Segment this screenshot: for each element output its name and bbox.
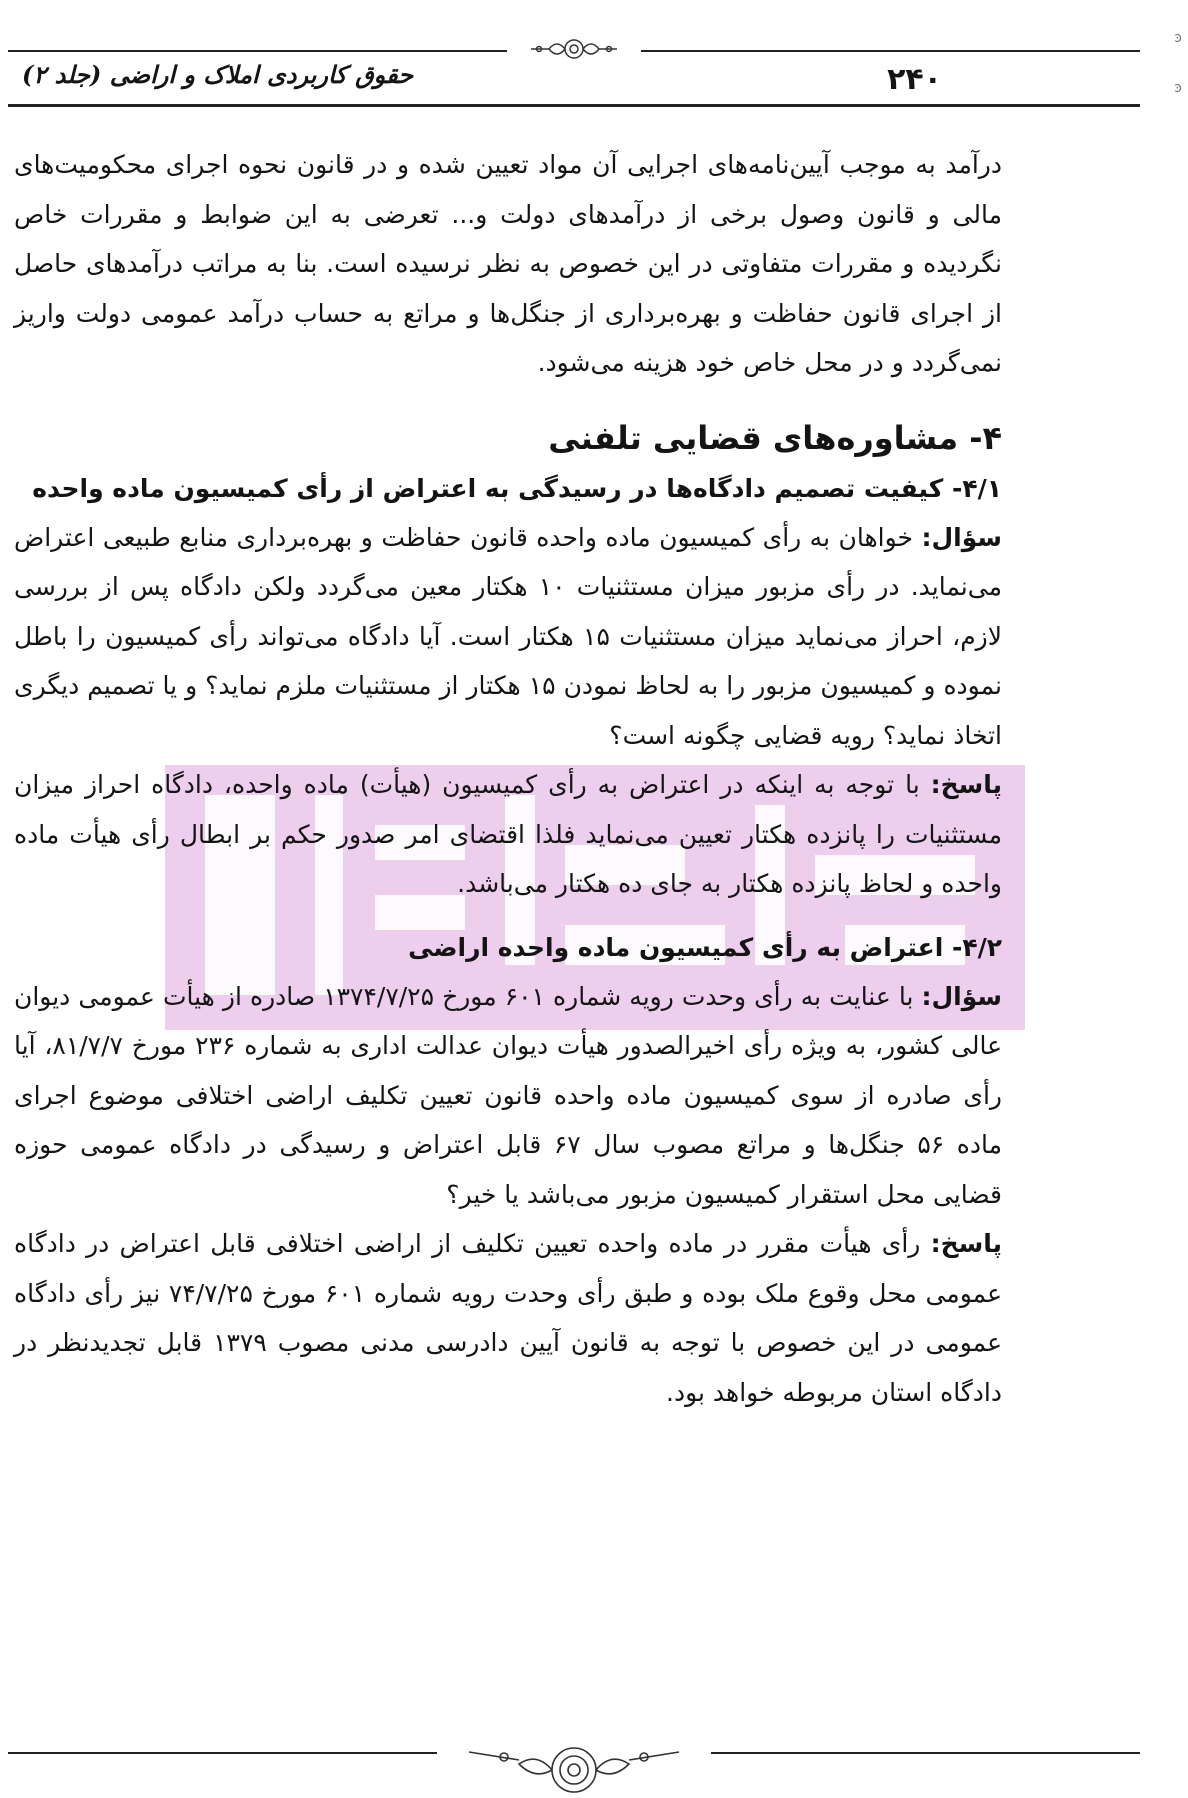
edge-mark-icon: ͽ — [1174, 80, 1182, 96]
answer-label: پاسخ: — [930, 770, 1002, 799]
question-text: خواهان به رأی کمیسیون ماده واحده قانون حفاظت و بهره‌برداری منابع طبیعی اعتراض می‌نماید. در رأی مزبور میزان مستثنیات ۱۰ هکتار معین می‌گردد ولکن دادگاه پس از بررسی لازم، احراز می‌نماید میزان مستثنیات ۱۵ هکتار است. آیا دادگاه می‌تواند رأی کمیسیون را باطل نموده و کمیسیون مزبور را به لحاظ نمودن ۱۵ هکتار از مستثنیات ملزم نماید؟ و یا تصمیم دیگری اتخاذ نماید؟ رویه قضایی چگونه است؟ — [14, 522, 1003, 750]
subsection-heading-4-1: ۴/۱- کیفیت تصمیم دادگاه‌ها در رسیدگی به اعتراض از رأی کمیسیون ماده واحده — [32, 473, 1002, 503]
question-label: سؤال: — [921, 981, 1003, 1011]
floral-ornament-icon — [507, 32, 641, 66]
subsection-heading-4-2: ۴/۲- اعتراض به رأی کمیسیون ماده واحده اراضی — [408, 932, 1002, 962]
answer-text: با توجه به اینکه در اعتراض به رأی کمیسیون (هیأت) ماده واحده، دادگاه احراز میزان مستثنیات را پانزده هکتار تعیین می‌نماید فلذا اقتضای امر صدور حکم بر ابطال رأی هیأت ماده واحده و لحاظ پانزده هکتار به جای ده هکتار می‌باشد. — [14, 770, 1002, 898]
page-footer — [8, 1730, 1140, 1794]
running-head-title: حقوق کاربردی املاک و اراضی (جلد ۲) — [22, 60, 414, 89]
page-number: ۲۴۰ — [887, 62, 942, 97]
section-heading: ۴- مشاوره‌های قضایی تلفنی — [548, 418, 1002, 457]
header-bottom-rule — [8, 104, 1140, 107]
question-paragraph-4-2 — [14, 972, 1002, 1220]
page-body — [14, 140, 1002, 1417]
answer-label: پاسخ: — [930, 1229, 1002, 1258]
answer-paragraph-4-2 — [14, 1219, 1002, 1417]
question-label: سؤال: — [921, 522, 1002, 552]
edge-mark-icon: ͽ — [1174, 30, 1182, 46]
intro-paragraph: درآمد به موجب آیین‌نامه‌های اجرایی آن مواد تعیین شده و در قانون نحوه اجرای محکومیت‌های مالی و قانون وصول برخی از درآمدهای دولت و... تعرضی به این ضوابط و مقررات خاص نگردیده و مقررات متفاوتی در این خصوص به نظر نرسیده است. بنا به مراتب درآمدهای حاصل از اجرای قانون حفاظت و بهره‌برداری از جنگل‌ها و مراتع به حساب درآمد عمومی دولت واریز نمی‌گردد و در محل خاص خود هزینه می‌شود. — [14, 150, 1002, 377]
answer-paragraph-4-1 — [14, 760, 1002, 909]
floral-medallion-icon — [437, 1730, 711, 1794]
page-header — [8, 38, 1140, 108]
spacer — [14, 388, 1002, 412]
question-text: با عنایت به رأی وحدت رویه شماره ۶۰۱ مورخ ۱۳۷۴/۷/۲۵ صادره از هیأت عمومی دیوان عالی کشور، به ویژه رأی اخیرالصدور هیأت دیوان عدالت اداری به شماره ۲۳۶ مورخ ۸۱/۷/۷، آیا رأی صادره از سوی کمیسیون ماده واحده قانون تعیین تکلیف اراضی اختلافی موضوع اجرای ماده ۵۶ جنگل‌ها و مراتع مصوب سال ۶۷ قابل اعتراض و رسیدگی در دادگاه عمومی حوزه قضایی محل استقرار کمیسیون مزبور می‌باشد یا خیر؟ — [14, 981, 1002, 1209]
spacer — [14, 909, 1002, 923]
answer-text: رأی هیأت مقرر در ماده واحده تعیین تکلیف از اراضی اختلافی قابل اعتراض در دادگاه عمومی محل وقوع ملک بوده و طبق رأی وحدت رویه شماره ۶۰۱ مورخ ۷۴/۷/۲۵ نیز رأی دادگاه عمومی در این خصوص با توجه به قانون آیین دادرسی مدنی مصوب ۱۳۷۹ قابل تجدیدنظر در دادگاه استان مربوطه خواهد بود. — [14, 1229, 1002, 1407]
question-paragraph-4-1 — [14, 513, 1002, 761]
